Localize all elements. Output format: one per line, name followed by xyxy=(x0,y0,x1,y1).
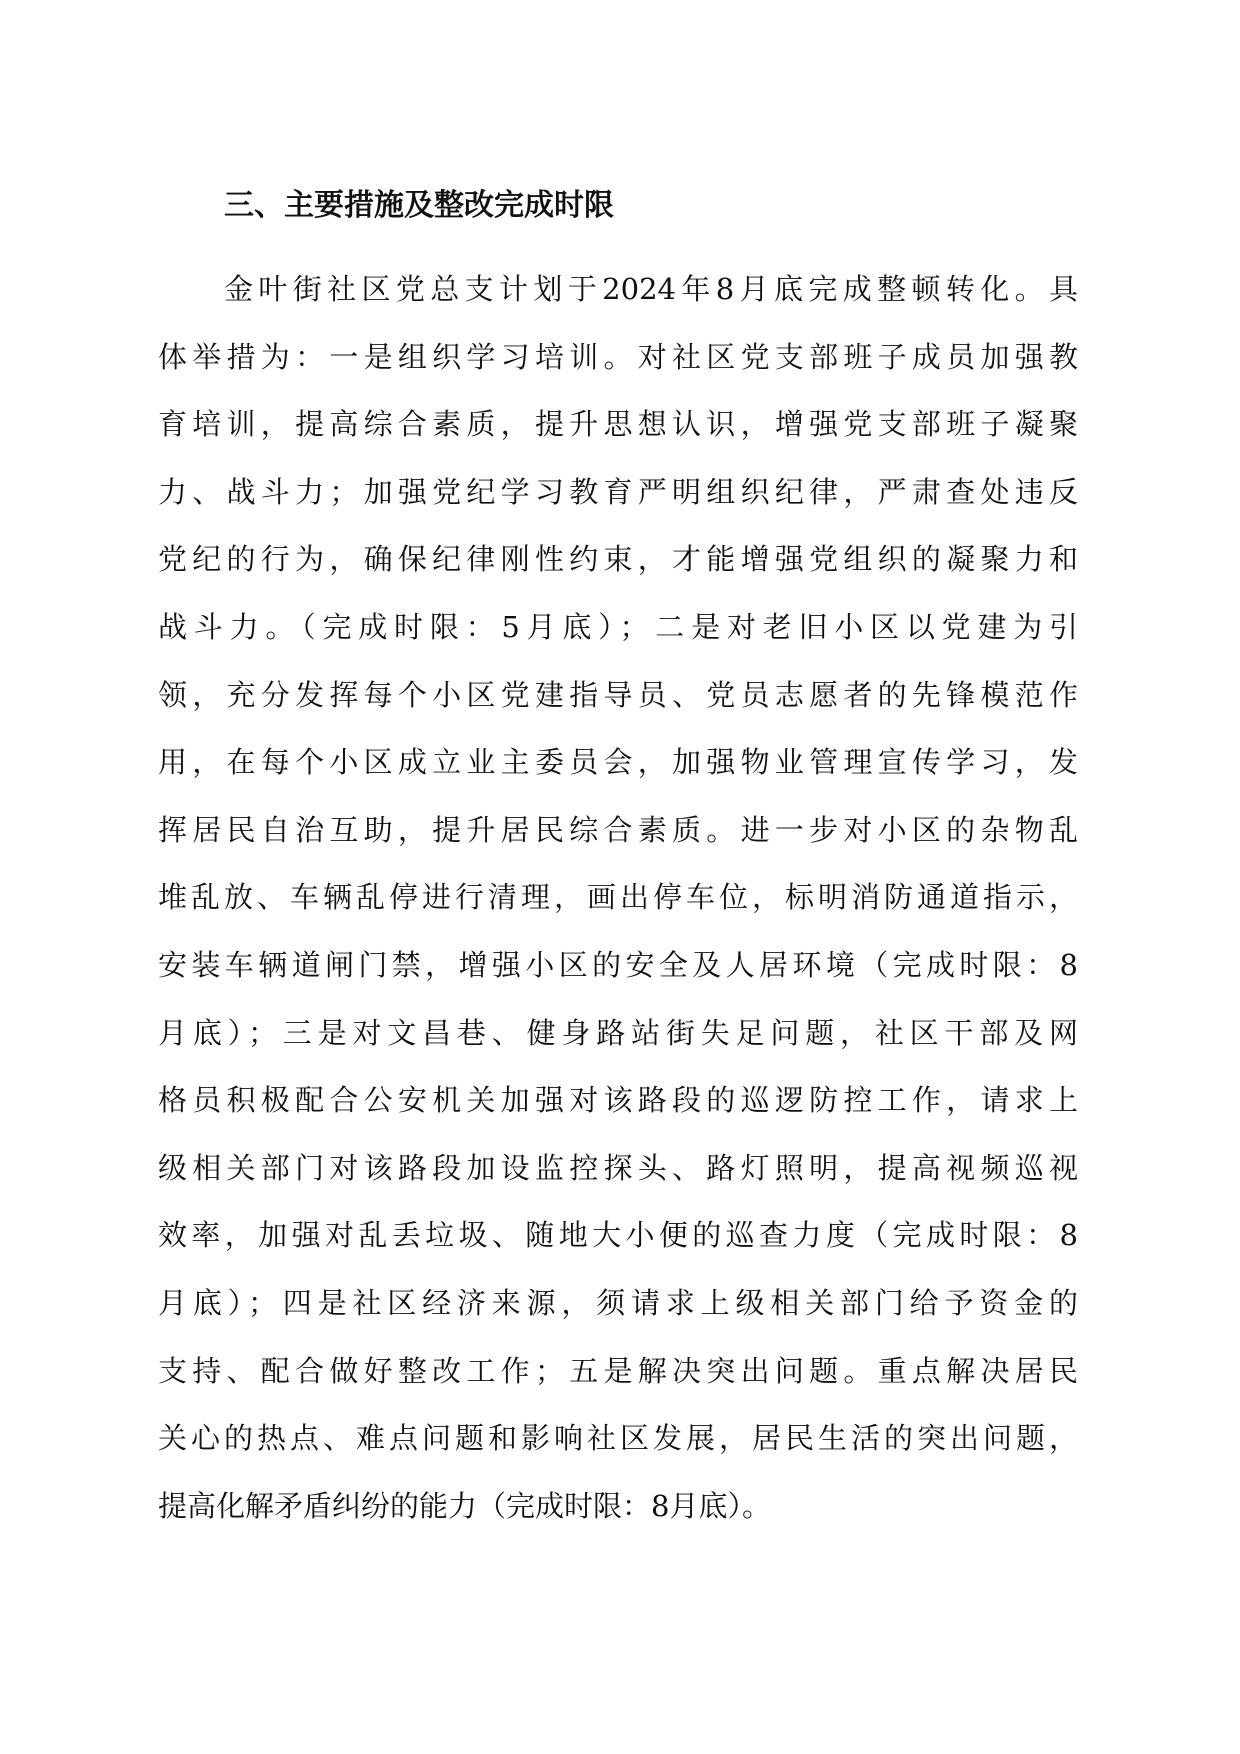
paragraph-line: 提高化解矛盾纠纷的能力（完成时限：8月底）。 xyxy=(158,1488,771,1523)
paragraph-line: 党纪的行为，确保纪律刚性约束，才能增强党组织的凝聚力和 xyxy=(158,542,1078,577)
section-heading: 三、主要措施及整改完成时限 xyxy=(224,188,614,223)
paragraph-line: 月底）；四是社区经济来源，须请求上级相关部门给予资金的 xyxy=(158,1285,1078,1320)
paragraph-line: 格员积极配合公安机关加强对该路段的巡逻防控工作，请求上 xyxy=(158,1083,1078,1118)
paragraph-line: 关心的热点、难点问题和影响社区发展，居民生活的突出问题， xyxy=(158,1421,1078,1456)
paragraph-line: 安装车辆道闸门禁，增强小区的安全及人居环境（完成时限：8 xyxy=(158,947,1078,982)
paragraph-line: 育培训，提高综合素质，提升思想认识，增强党支部班子凝聚 xyxy=(158,407,1078,442)
paragraph-line: 体举措为：一是组织学习培训。对社区党支部班子成员加强教 xyxy=(158,339,1078,374)
paragraph-line: 月底）；三是对文昌巷、健身路站街失足问题，社区干部及网 xyxy=(158,1015,1078,1050)
paragraph-line: 金叶街社区党总支计划于2024年8月底完成整顿转化。具 xyxy=(224,272,1078,306)
paragraph-line: 挥居民自治互助，提升居民综合素质。进一步对小区的杂物乱 xyxy=(158,812,1078,847)
paragraph-line: 级相关部门对该路段加设监控探头、路灯照明，提高视频巡视 xyxy=(158,1150,1078,1185)
paragraph-line: 用，在每个小区成立业主委员会，加强物业管理宣传学习，发 xyxy=(158,745,1078,780)
paragraph-line: 支持、配合做好整改工作；五是解决突出问题。重点解决居民 xyxy=(158,1353,1078,1388)
paragraph-line: 力、战斗力；加强党纪学习教育严明组织纪律，严肃查处违反 xyxy=(158,474,1078,509)
paragraph-line: 战斗力。（完成时限：5月底）；二是对老旧小区以党建为引 xyxy=(158,609,1078,644)
paragraph-line: 领，充分发挥每个小区党建指导员、党员志愿者的先锋模范作 xyxy=(158,677,1078,712)
paragraph-line: 效率，加强对乱丢垃圾、随地大小便的巡查力度（完成时限：8 xyxy=(158,1218,1078,1253)
paragraph-line: 堆乱放、车辆乱停进行清理，画出停车位，标明消防通道指示， xyxy=(158,880,1078,915)
section-paragraph xyxy=(158,256,1078,1540)
